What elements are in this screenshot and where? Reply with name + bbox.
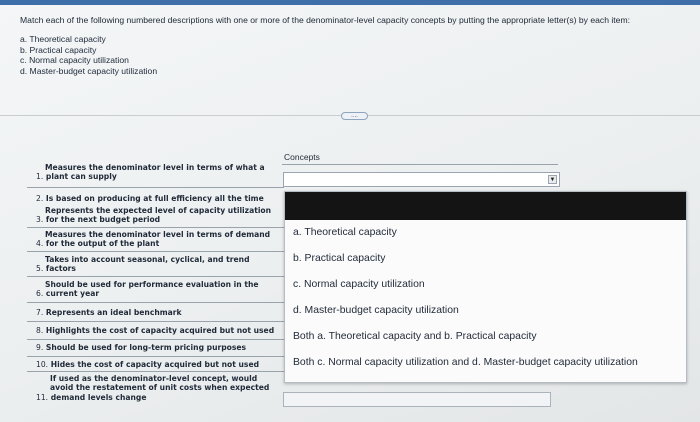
- option-b: b. Practical capacity: [20, 44, 97, 55]
- description-6-line-2: current year: [45, 289, 100, 299]
- dropdown-option-c[interactable]: c. Normal capacity utilization: [293, 279, 425, 290]
- description-item-8: [36, 326, 274, 335]
- concepts-divider: [282, 164, 558, 165]
- description-11-number: 11.: [36, 392, 49, 402]
- option-list: [20, 34, 157, 76]
- description-3-number: 3.: [36, 215, 44, 225]
- description-item-10: [36, 360, 259, 369]
- question-prompt: Match each of the following numbered descriptions with one or more of the denominator-level capacity concepts by putting the appropriate letter(s) by each item:: [20, 15, 631, 25]
- expand-toggle-button[interactable]: ....: [341, 112, 368, 120]
- row-divider: [27, 251, 284, 252]
- description-11-line-3: demand levels change: [50, 392, 147, 402]
- description-item-7: [36, 308, 182, 317]
- description-10-number: 10.: [36, 360, 49, 369]
- dropdown-option-b[interactable]: b. Practical capacity: [293, 253, 386, 264]
- description-item-5: [36, 255, 250, 274]
- description-6-line-1: Should be used for performance evaluation in the: [45, 280, 259, 289]
- concept-select[interactable]: [283, 172, 560, 187]
- description-5-number: 5.: [36, 264, 44, 274]
- row-divider: [27, 276, 284, 277]
- description-9-line-1: Should be used for long-term pricing purposes: [45, 343, 247, 352]
- description-1-line-1: Measures the denominator level in terms of what a: [45, 163, 265, 172]
- description-item-4: [36, 230, 270, 249]
- row-divider: [27, 339, 284, 340]
- description-item-3: [36, 206, 271, 225]
- row-divider: [27, 227, 284, 228]
- dropdown-option-a-and-b[interactable]: Both a. Theoretical capacity and b. Practical capacity: [293, 331, 537, 342]
- row-divider: [27, 371, 284, 372]
- description-8-line-1: Highlights the cost of capacity acquired but not used: [45, 326, 275, 335]
- description-4-line-1: Measures the denominator level in terms of demand: [45, 230, 271, 239]
- dropdown-option-a[interactable]: a. Theoretical capacity: [293, 227, 397, 238]
- description-4-number: 4.: [36, 239, 44, 249]
- description-2-line-1: Is based on producing at full efficiency all the time: [45, 194, 264, 203]
- option-a: a. Theoretical capacity: [20, 34, 106, 44]
- dropdown-highlighted-option[interactable]: [285, 192, 686, 220]
- top-accent-bar: [0, 0, 700, 5]
- description-1-line-2: plant can supply: [45, 172, 117, 182]
- description-6-number: 6.: [36, 289, 44, 299]
- description-item-1: [36, 163, 265, 182]
- description-item-11: [36, 374, 269, 402]
- description-1-number: 1.: [36, 172, 44, 182]
- row-divider: [27, 187, 284, 188]
- option-d: d. Master-budget capacity utilization: [20, 65, 158, 76]
- description-2-number: 2.: [36, 194, 44, 203]
- description-3-line-1: Represents the expected level of capacity utilization: [45, 206, 272, 215]
- description-11-line-1: If used as the denominator-level concept, would: [50, 374, 258, 383]
- description-item-9: [36, 343, 246, 352]
- description-3-line-2: for the next budget period: [45, 215, 161, 225]
- option-c: c. Normal capacity utilization: [20, 55, 129, 66]
- description-item-2: [36, 194, 264, 203]
- concept-dropdown-menu: [284, 191, 687, 383]
- description-4-line-2: for the output of the plant: [45, 239, 160, 249]
- concept-select-row-11[interactable]: [283, 392, 551, 407]
- description-7-number: 7.: [36, 308, 44, 317]
- description-10-line-1: Hides the cost of capacity acquired but not used: [50, 360, 260, 369]
- description-5-line-1: Takes into account seasonal, cyclical, and trend: [45, 255, 250, 264]
- description-5-line-2: factors: [45, 264, 76, 274]
- description-9-number: 9.: [36, 343, 44, 352]
- row-divider: [27, 356, 284, 357]
- description-7-line-1: Represents an ideal benchmark: [45, 308, 182, 317]
- description-8-number: 8.: [36, 326, 44, 335]
- row-divider: [27, 321, 284, 322]
- chevron-down-icon[interactable]: ▼: [549, 177, 556, 183]
- dropdown-option-c-and-d[interactable]: Both c. Normal capacity utilization and d. Master-budget capacity utilization: [293, 357, 638, 368]
- dropdown-option-d[interactable]: d. Master-budget capacity utilization: [293, 305, 459, 316]
- row-divider: [27, 302, 284, 303]
- description-11-line-2: avoid the restatement of unit costs when expected: [50, 383, 270, 393]
- description-item-6: [36, 280, 259, 299]
- concepts-header: Concepts: [284, 152, 320, 162]
